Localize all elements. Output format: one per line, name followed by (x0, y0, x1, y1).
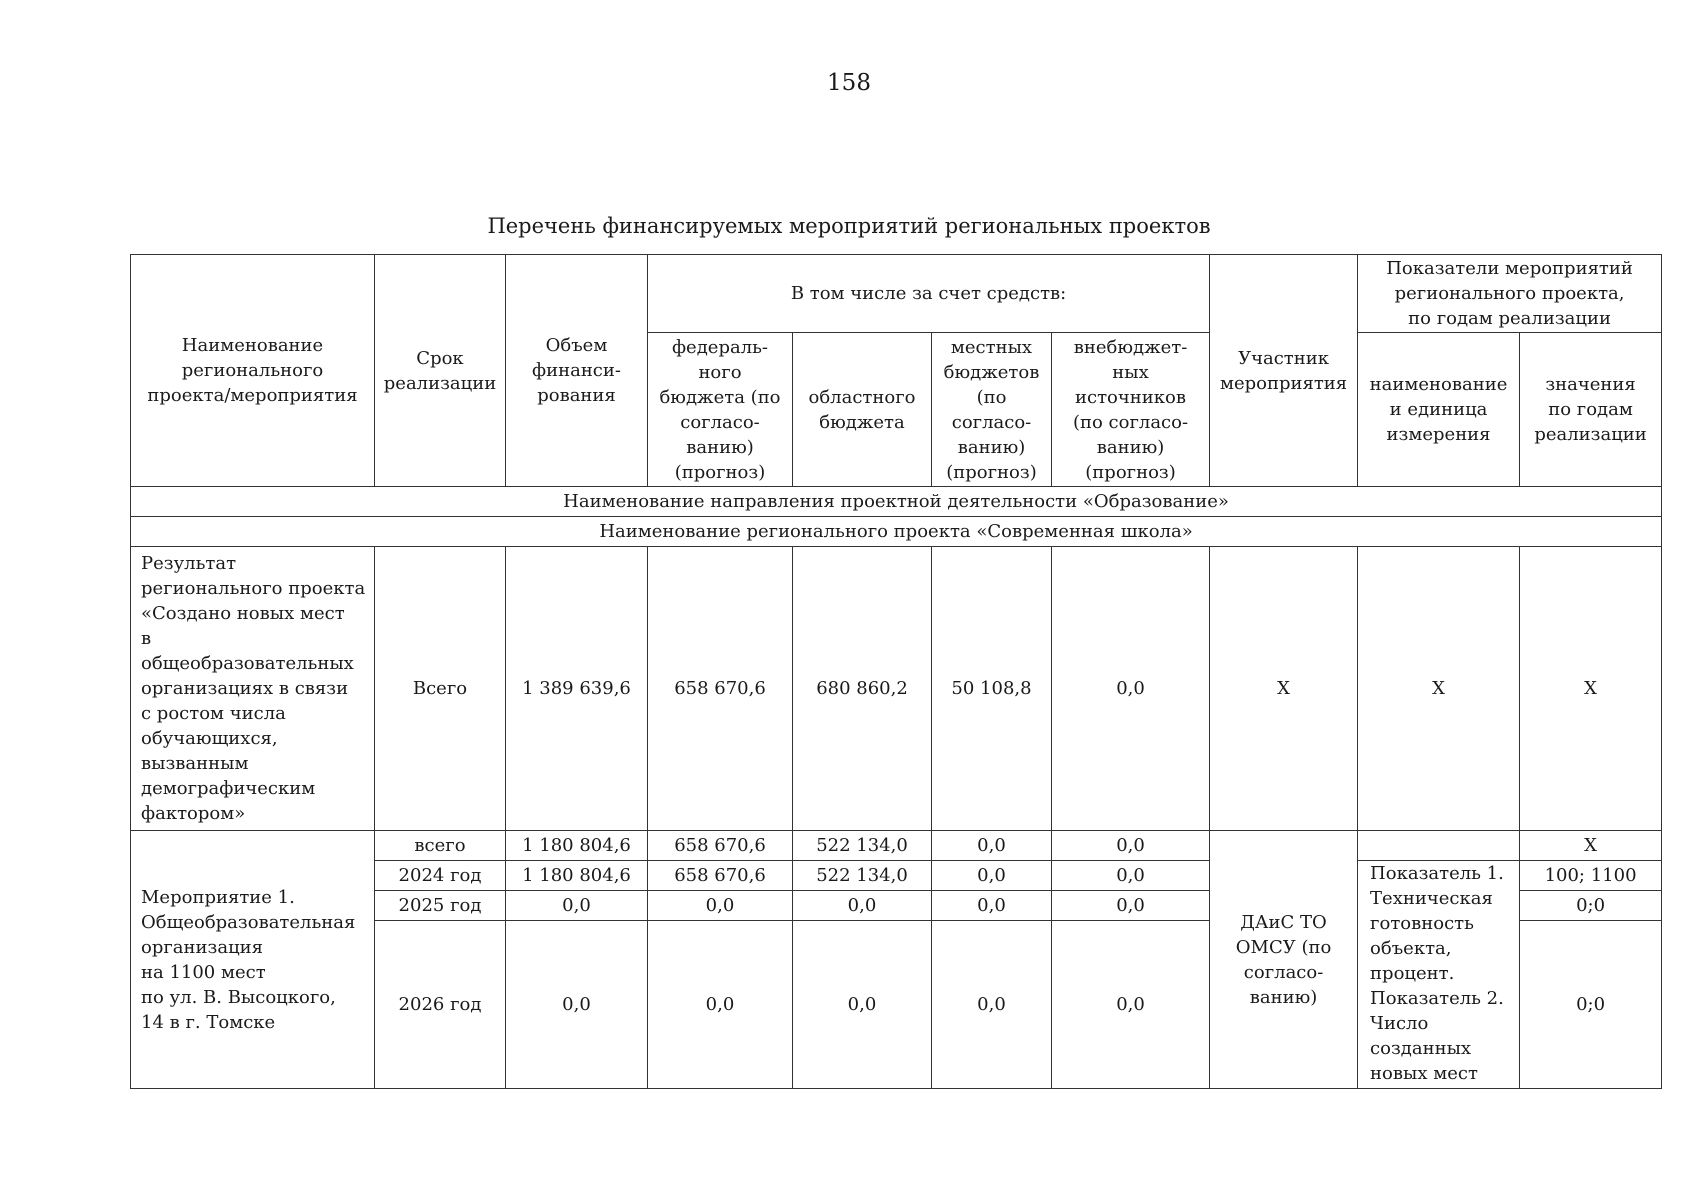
header-row-top (131, 255, 1662, 333)
measure-extra: 0,0 (1052, 831, 1210, 861)
result-local: 50 108,8 (932, 547, 1052, 831)
header-volume: Объем финанси- рования (506, 255, 648, 487)
measure-extra: 0,0 (1052, 921, 1210, 1089)
direction-title: Наименование направления проектной деятельности «Образование» (131, 487, 1662, 517)
result-extra: 0,0 (1052, 547, 1210, 831)
header-federal: федераль- ного бюджета (по согласо- ванию) (прогноз) (648, 333, 793, 487)
header-indicators: Показатели мероприятий регионального проекта, по годам реализации (1358, 255, 1662, 333)
document-title: Перечень финансируемых мероприятий региональных проектов (487, 214, 1211, 238)
measure-volume: 0,0 (506, 921, 648, 1089)
measure-extra: 0,0 (1052, 861, 1210, 891)
header-indicator-name: наименование и единица измерения (1358, 333, 1520, 487)
measure-indicator-value: 100; 1100 (1520, 861, 1662, 891)
measure-regional: 0,0 (793, 891, 932, 921)
result-volume: 1 389 639,6 (506, 547, 648, 831)
page-number: 158 (827, 70, 871, 96)
measure-local: 0,0 (932, 861, 1052, 891)
header-name: Наименование регионального проекта/мероприятия (131, 255, 375, 487)
header-regional: областного бюджета (793, 333, 932, 487)
measure-federal: 658 670,6 (648, 831, 793, 861)
result-indicator-values: X (1520, 547, 1662, 831)
measure-volume: 1 180 804,6 (506, 861, 648, 891)
measure-name: Мероприятие 1. Общеобразовательная организация на 1100 мест по ул. В. Высоцкого, 14 в г. Томске (131, 831, 375, 1089)
project-title: Наименование регионального проекта «Современная школа» (131, 517, 1662, 547)
measure-federal: 0,0 (648, 891, 793, 921)
measure-federal: 658 670,6 (648, 861, 793, 891)
measure-federal: 0,0 (648, 921, 793, 1089)
header-participant: Участник мероприятия (1210, 255, 1358, 487)
measure-extra: 0,0 (1052, 891, 1210, 921)
result-row (131, 547, 1662, 831)
measure-period: 2025 год (375, 891, 506, 921)
direction-row (131, 487, 1662, 517)
measure-local: 0,0 (932, 921, 1052, 1089)
result-federal: 658 670,6 (648, 547, 793, 831)
header-local: местных бюджетов (по согласо- ванию) (прогноз) (932, 333, 1052, 487)
measure-indicator-value: X (1520, 831, 1662, 861)
header-including: В том числе за счет средств: (648, 255, 1210, 333)
project-row (131, 517, 1662, 547)
result-regional: 680 860,2 (793, 547, 932, 831)
measure-period: 2024 год (375, 861, 506, 891)
header-extra: внебюджет- ных источников (по согласо- ванию) (прогноз) (1052, 333, 1210, 487)
result-period: Всего (375, 547, 506, 831)
funding-table (130, 254, 1662, 1089)
measure-indicator-description: Показатель 1. Техническая готовность объекта, процент. Показатель 2. Число созданных новых мест (1358, 861, 1520, 1089)
measure-indicator-value: 0;0 (1520, 891, 1662, 921)
measure-row-total (131, 831, 1662, 861)
header-period: Срок реализации (375, 255, 506, 487)
measure-regional: 0,0 (793, 921, 932, 1089)
measure-local: 0,0 (932, 891, 1052, 921)
result-name: Результат регионального проекта «Создано новых мест в общеобразовательных организациях в связи с ростом числа обучающихся, вызванным демографическим фактором» (131, 547, 375, 831)
measure-period: всего (375, 831, 506, 861)
measure-volume: 1 180 804,6 (506, 831, 648, 861)
header-indicator-values: значения по годам реализации (1520, 333, 1662, 487)
measure-regional: 522 134,0 (793, 861, 932, 891)
result-indicator-name: X (1358, 547, 1520, 831)
result-participant: X (1210, 547, 1358, 831)
measure-local: 0,0 (932, 831, 1052, 861)
measure-indicator-value: 0;0 (1520, 921, 1662, 1089)
measure-indicator-empty (1358, 831, 1520, 861)
measure-regional: 522 134,0 (793, 831, 932, 861)
measure-volume: 0,0 (506, 891, 648, 921)
measure-participant: ДАиС ТО ОМСУ (по согласо- ванию) (1210, 831, 1358, 1089)
measure-period: 2026 год (375, 921, 506, 1089)
